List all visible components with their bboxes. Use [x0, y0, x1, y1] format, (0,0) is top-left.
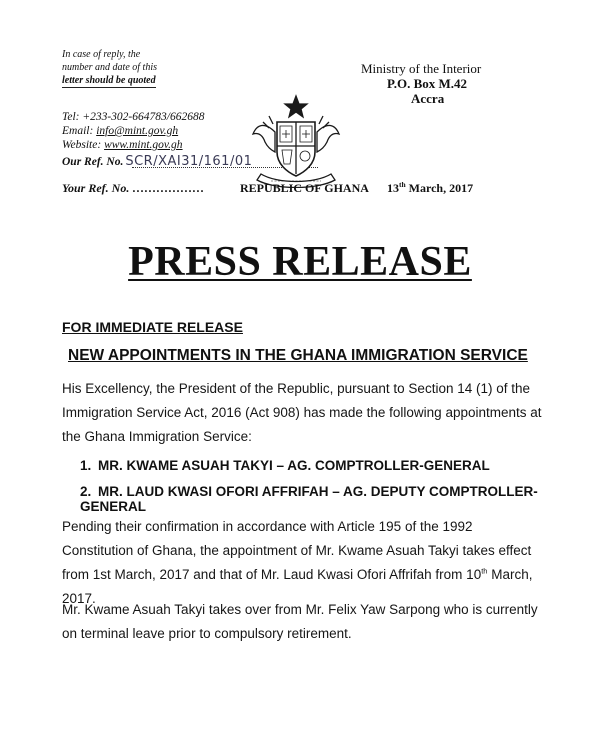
paragraph-effective-dates [62, 515, 542, 611]
appointments-list [80, 458, 600, 514]
reply-note-line: In case of reply, the [62, 49, 141, 60]
list-item-number: 2. [80, 484, 92, 499]
ministry-po-box: P.O. Box M.42 [387, 76, 468, 91]
website-line [62, 138, 204, 152]
website-link[interactable]: www.mint.gov.gh [104, 139, 183, 151]
list-item-text: MR. KWAME ASUAH TAKYI – AG. COMPTROLLER-GENERAL [98, 458, 490, 473]
letter-date [387, 181, 473, 196]
list-item-number: 1. [80, 458, 92, 473]
our-ref-label: Our Ref. No. [62, 156, 124, 168]
republic-of-ghana: REPUBLIC OF GHANA [240, 181, 369, 195]
ministry-city: Accra [411, 91, 445, 106]
ministry-address [361, 61, 531, 106]
list-item [80, 484, 600, 514]
our-ref [62, 154, 252, 169]
email-link[interactable]: info@mint.gov.gh [96, 125, 179, 137]
paragraph-intro: His Excellency, the President of the Republic, pursuant to Section 14 (1) of the Immigration Service Act, 2016 (Act 908) has made the following appointments at the Ghana Immigration Service: [62, 381, 542, 444]
contact-block [62, 110, 204, 152]
email-line [62, 124, 204, 138]
document-title: PRESS RELEASE [128, 239, 472, 285]
paragraph-text: March, 2017. [62, 567, 533, 606]
release-label: FOR IMMEDIATE RELEASE [62, 319, 243, 335]
email-label: Email: [62, 125, 97, 137]
telephone: Tel: +233-302-664783/662688 [62, 111, 205, 123]
paragraph-text: Pending their confirmation in accordance with Article 195 of the 1992 Constitution of Ghana, the appointment of Mr. Kwame Asuah Takyi takes effect from 1st March, 2017 and that of Mr. Laud Kwasi Ofori Affrifah from 10 [62, 519, 532, 582]
date-month-year: March, 2017 [405, 181, 474, 195]
list-item-text: MR. LAUD KWASI OFORI AFFRIFAH – AG. DEPUTY COMPTROLLER-GENERAL [80, 484, 538, 514]
paragraph-succession: Mr. Kwame Asuah Takyi takes over from Mr. Felix Yaw Sarpong who is currently on terminal leave prior to compulsory retirement. [62, 602, 538, 641]
our-ref-handwritten: SCR/XAI31/161/01 [125, 154, 253, 169]
date-suffix: th [481, 566, 488, 576]
date-day: 13 [387, 181, 399, 195]
date-suffix: th [399, 180, 406, 189]
headline: NEW APPOINTMENTS IN THE GHANA IMMIGRATION SERVICE [68, 347, 528, 364]
reply-note [62, 48, 182, 88]
website-label: Website: [62, 139, 105, 151]
your-ref: Your Ref. No. ……………… [62, 181, 205, 195]
coat-of-arms-emblem [247, 94, 345, 188]
ministry-name: Ministry of the Interior [361, 61, 482, 76]
list-item [80, 458, 600, 484]
reply-note-line: letter should be quoted [62, 75, 156, 86]
reply-note-line: number and date of this [62, 62, 157, 73]
